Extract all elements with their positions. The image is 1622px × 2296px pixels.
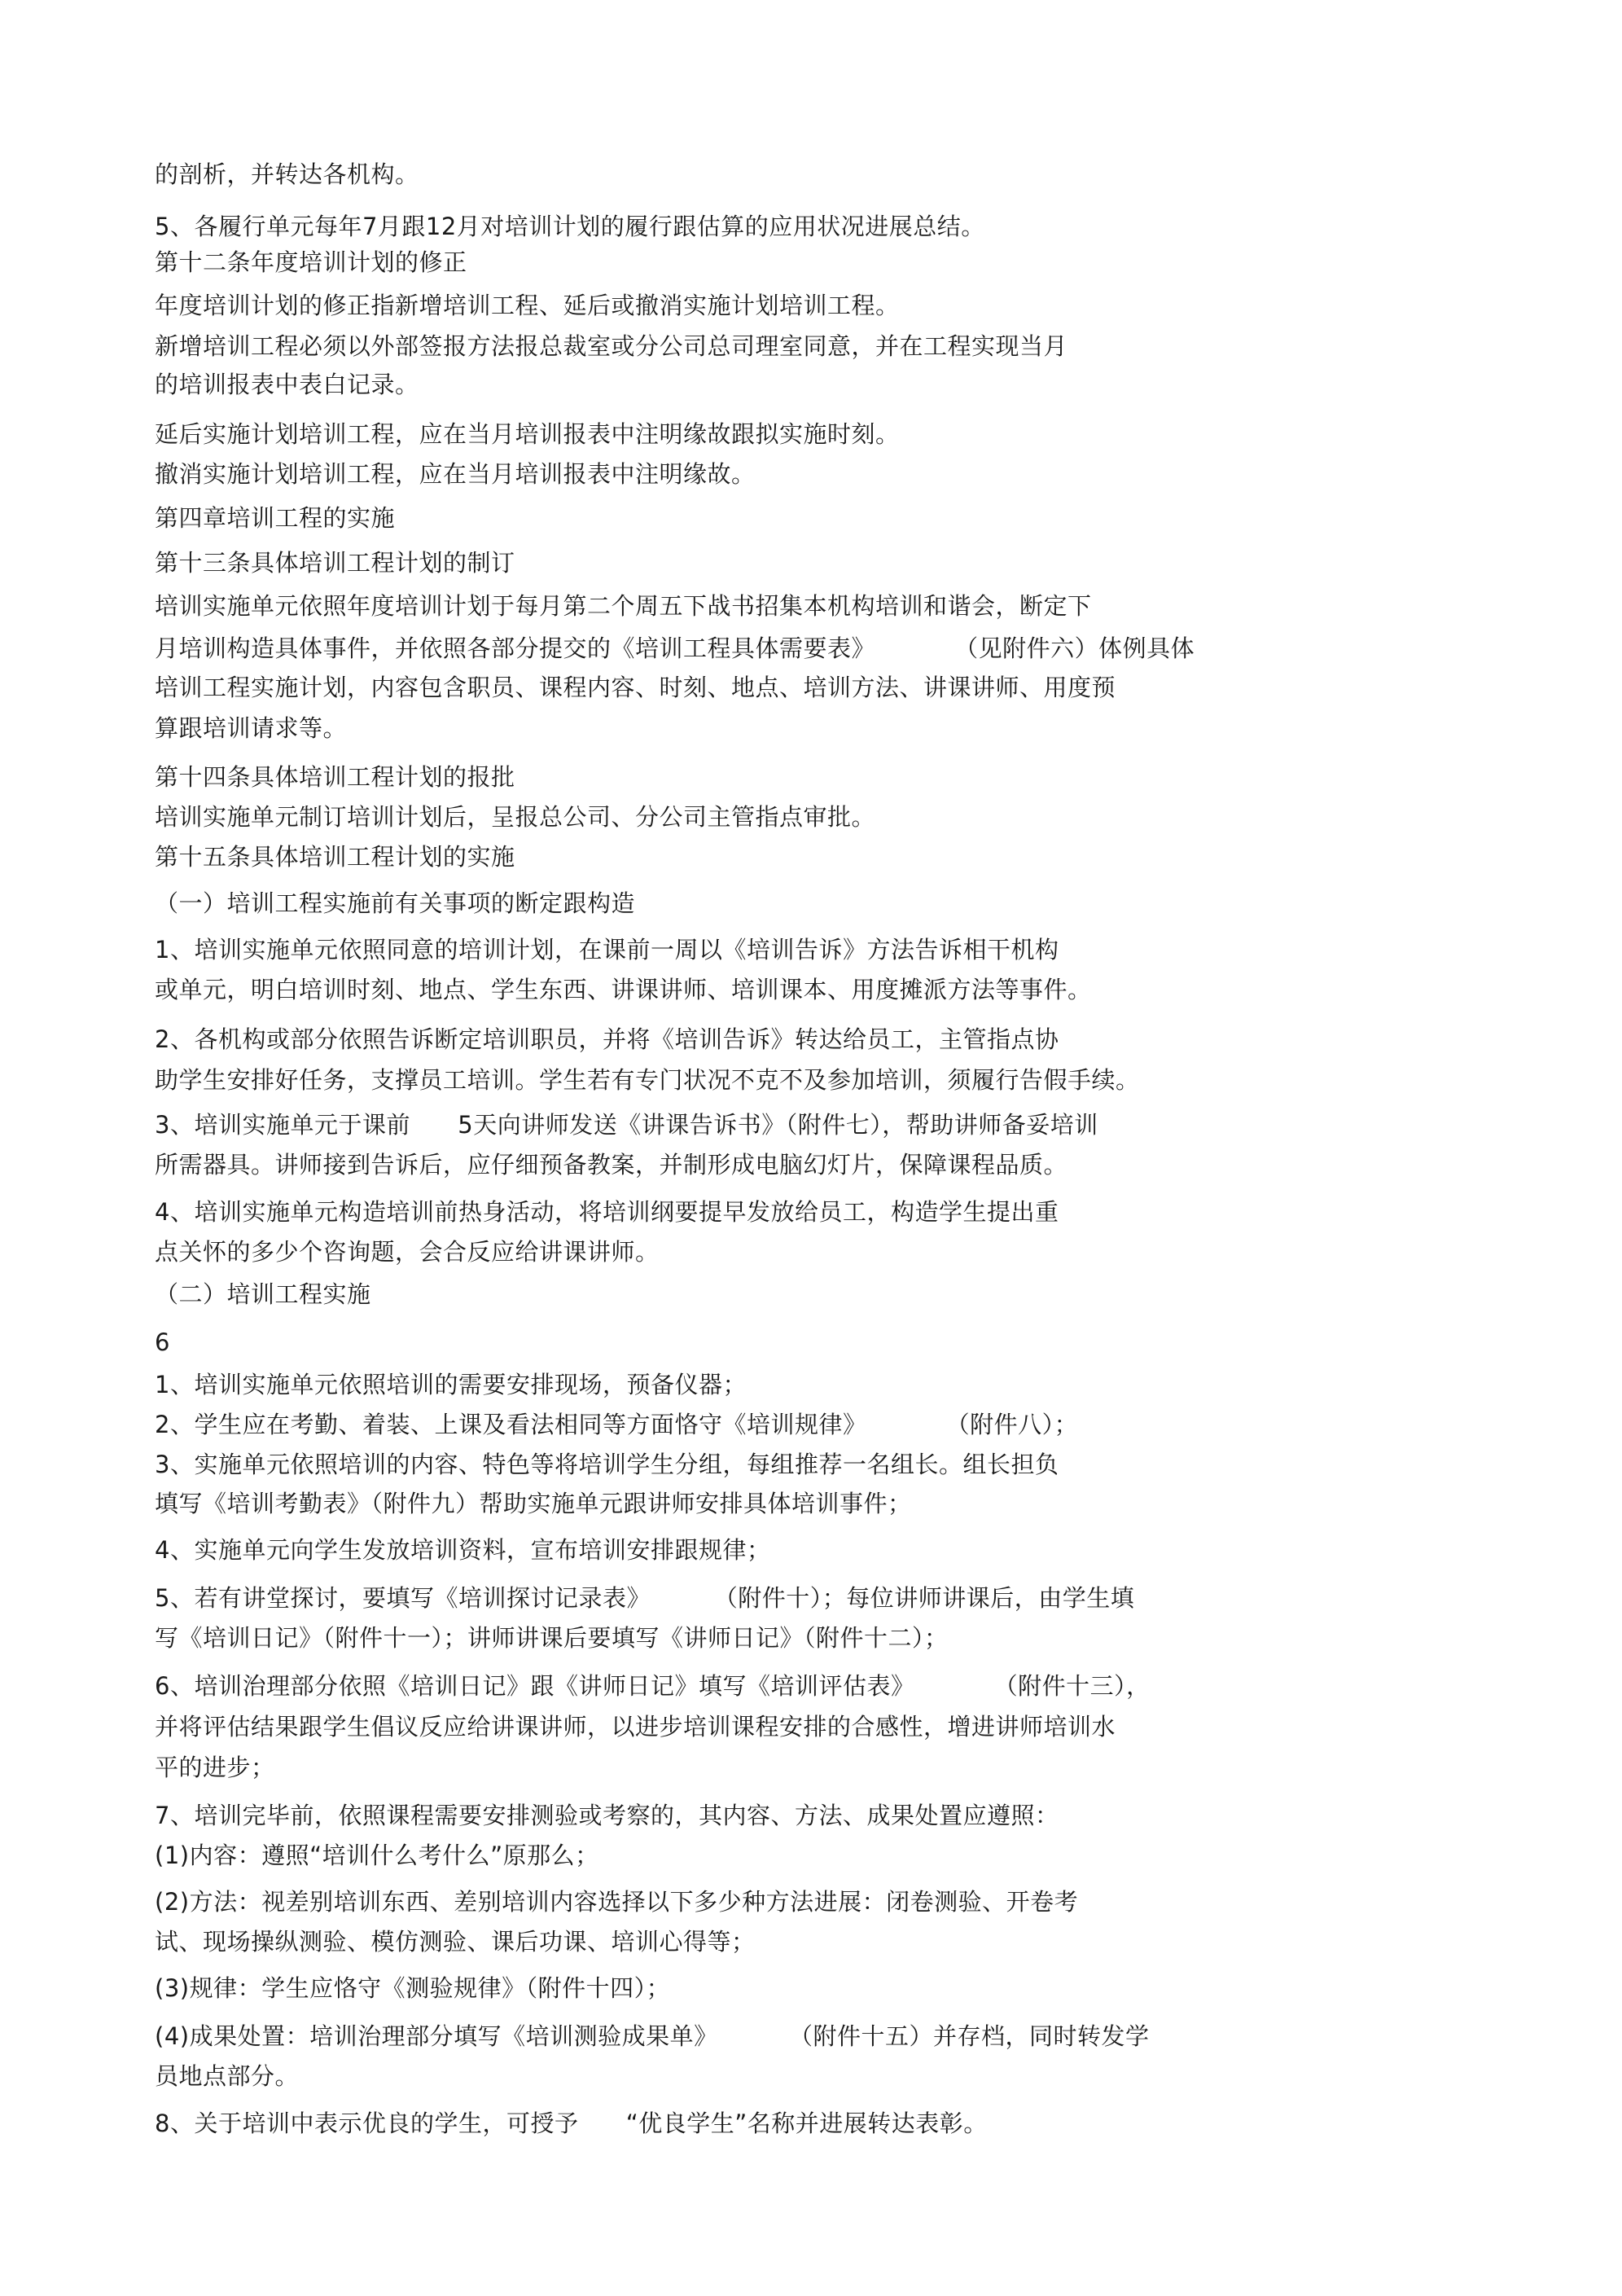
text-line: 4、培训实施单元构造培训前热身活动，将培训纲要提早发放给员工，构造学生提出重: [155, 1198, 1059, 1226]
text-line: 5、各履行单元每年7月跟12月对培训计划的履行跟估算的应用状况进展总结。: [155, 213, 985, 240]
text-line: (4)成果处置：培训治理部分填写《培训测验成果单》 （附件十五）并存档，同时转发学: [155, 2022, 1150, 2050]
sub-heading: （一）培训工程实施前有关事项的断定跟构造: [155, 889, 636, 917]
text-line: 并将评估结果跟学生倡议反应给讲课讲师，以进步培训课程安排的合感性，增进讲师培训水: [155, 1713, 1116, 1741]
text-line: 1、培训实施单元依照培训的需要安排现场，预备仪器；: [155, 1371, 747, 1398]
text-line: 试、现场操纵测验、模仿测验、课后功课、培训心得等；: [155, 1928, 756, 1956]
text-line: 2、各机构或部分依照告诉断定培训职员，并将《培训告诉》转达给员工，主管指点协: [155, 1025, 1059, 1053]
section-heading: 第十二条年度培训计划的修正: [155, 248, 467, 276]
text-line: 或单元，明白培训时刻、地点、学生东西、讲课讲师、培训课本、用度摊派方法等事件。: [155, 976, 1092, 1003]
section-heading: 第十三条具体培训工程计划的制订: [155, 549, 515, 577]
chapter-heading: 第四章培训工程的实施: [155, 504, 396, 532]
text-line: 8、关于培训中表示优良的学生，可授予 “优良学生”名称并进展转达表彰。: [155, 2109, 988, 2137]
text-line: 月培训构造具体事件，并依照各部分提交的《培训工程具体需要表》 （见附件六）体例具体: [155, 634, 1195, 662]
text-line: 算跟培训请求等。: [155, 714, 348, 742]
text-line: 5、若有讲堂探讨，要填写《培训探讨记录表》 （附件十）；每位讲师讲课后，由学生填: [155, 1584, 1135, 1612]
section-heading: 第十五条具体培训工程计划的实施: [155, 843, 515, 871]
text-line: 3、实施单元依照培训的内容、特色等将培训学生分组，每组推荐一名组长。组长担负: [155, 1451, 1059, 1478]
text-line: 撤消实施计划培训工程，应在当月培训报表中注明缘故。: [155, 460, 756, 488]
text-line: 培训工程实施计划，内容包含职员、课程内容、时刻、地点、培训方法、讲课讲师、用度预: [155, 674, 1116, 701]
text-line: 年度培训计划的修正指新增培训工程、延后或撤消实施计划培训工程。: [155, 292, 900, 319]
text-line: 员地点部分。: [155, 2062, 300, 2090]
text-line: (1)内容：遵照“培训什么考什么”原那么；: [155, 1842, 599, 1869]
text-line: (3)规律：学生应恪守《测验规律》（附件十四）；: [155, 1974, 671, 2002]
text-line: 培训实施单元制订培训计划后，呈报总公司、分公司主管指点审批。: [155, 803, 876, 831]
text-line: 延后实施计划培训工程，应在当月培训报表中注明缘故跟拟实施时刻。: [155, 420, 900, 448]
section-heading: 第十四条具体培训工程计划的报批: [155, 763, 515, 791]
text-line: 写《培训日记》（附件十一）；讲师讲课后要填写《讲师日记》（附件十二）；: [155, 1624, 949, 1652]
text-line: 助学生安排好任务，支撑员工培训。学生若有专门状况不克不及参加培训，须履行告假手续。: [155, 1066, 1140, 1094]
text-line: 的培训报表中表白记录。: [155, 371, 419, 398]
text-line: 7、培训完毕前，依照课程需要安排测验或考察的，其内容、方法、成果处置应遵照：: [155, 1802, 1059, 1829]
text-line: 所需器具。讲师接到告诉后，应仔细预备教案，并制形成电脑幻灯片，保障课程品质。: [155, 1151, 1068, 1179]
page-number: 6: [155, 1328, 170, 1356]
text-line: 填写《培训考勤表》（附件九）帮助实施单元跟讲师安排具体培训事件；: [155, 1490, 912, 1517]
text-line: 6、培训治理部分依照《培训日记》跟《讲师日记》填写《培训评估表》 （附件十三），: [155, 1672, 1151, 1700]
text-line: 的剖析，并转达各机构。: [155, 160, 419, 188]
text-line: 平的进步；: [155, 1754, 275, 1781]
text-line: (2)方法：视差别培训东西、差别培训内容选择以下多少种方法进展：闭卷测验、开卷考: [155, 1888, 1079, 1916]
text-line: 点关怀的多少个咨询题，会合反应给讲课讲师。: [155, 1238, 660, 1266]
sub-heading: （二）培训工程实施: [155, 1280, 371, 1308]
text-line: 4、实施单元向学生发放培训资料，宣布培训安排跟规律；: [155, 1536, 771, 1564]
text-line: 1、培训实施单元依照同意的培训计划，在课前一周以《培训告诉》方法告诉相干机构: [155, 936, 1059, 964]
text-line: 2、学生应在考勤、着装、上课及看法相同等方面恪守《培训规律》 （附件八）；: [155, 1411, 1079, 1438]
text-line: 3、培训实施单元于课前 5天向讲师发送《讲课告诉书》（附件七），帮助讲师备妥培训: [155, 1111, 1098, 1139]
text-line: 培训实施单元依照年度培训计划于每月第二个周五下战书招集本机构培训和谐会，断定下: [155, 592, 1092, 620]
text-line: 新增培训工程必须以外部签报方法报总裁室或分公司总司理室同意，并在工程实现当月: [155, 332, 1068, 360]
